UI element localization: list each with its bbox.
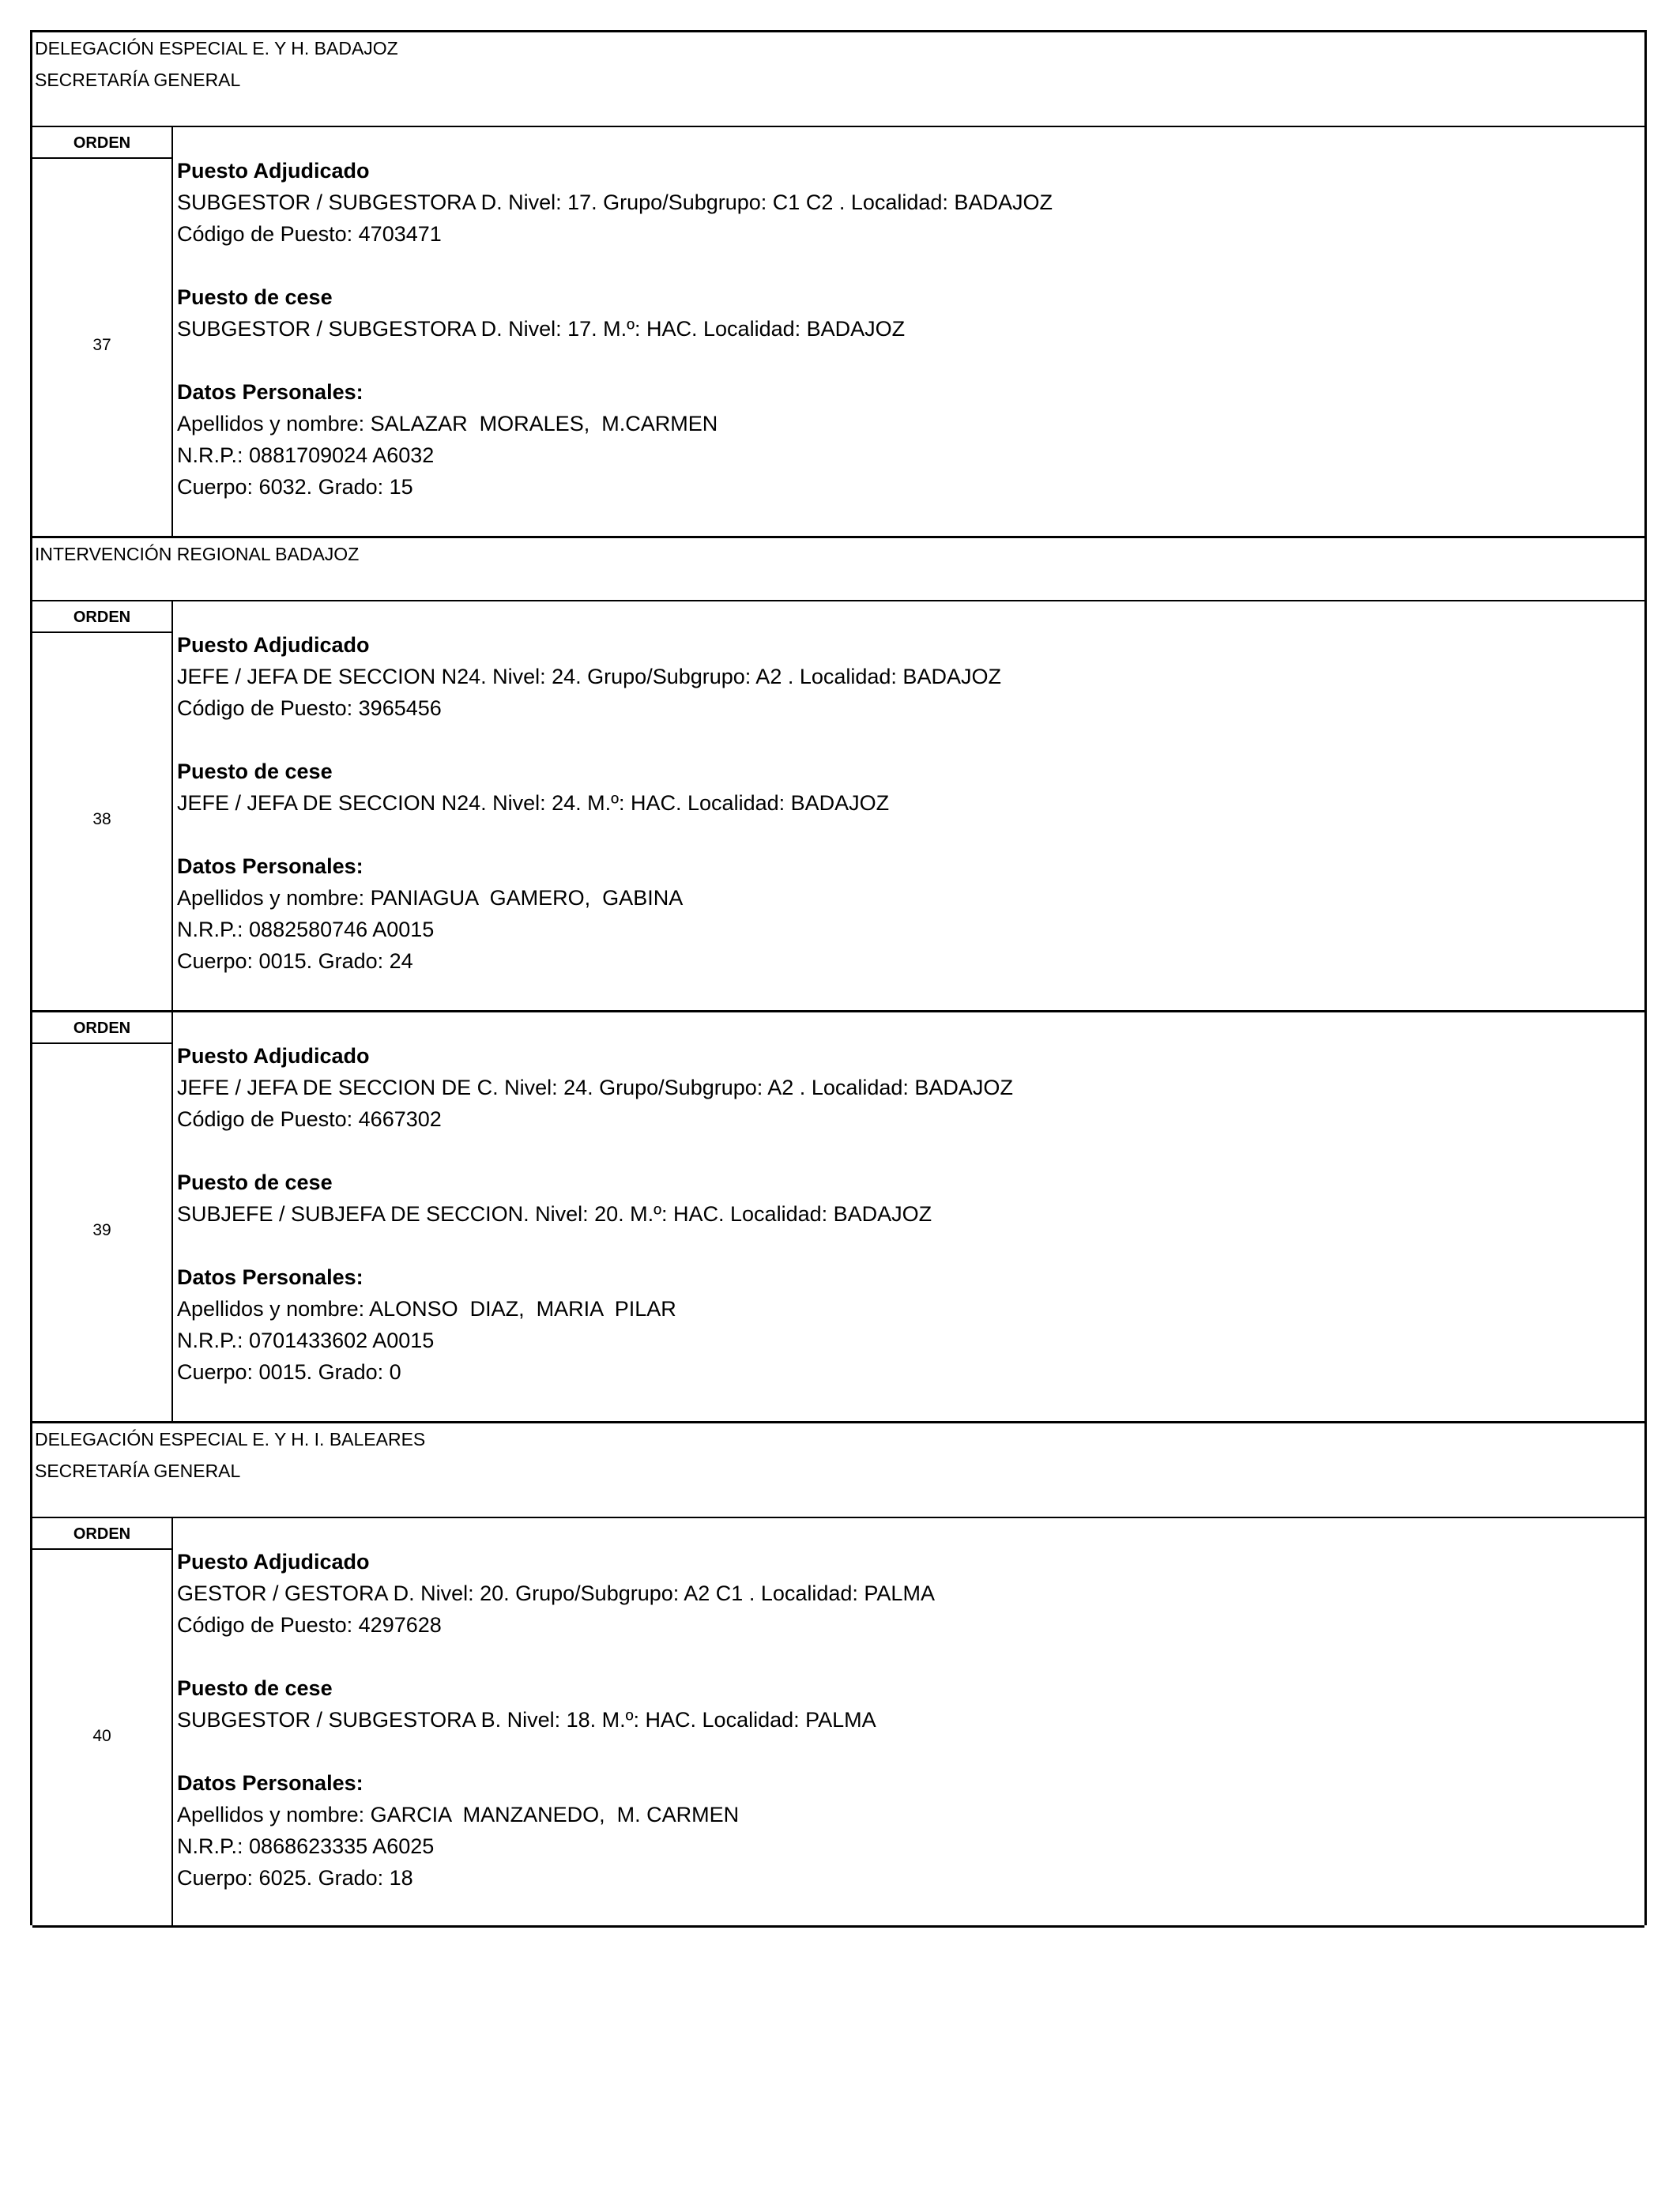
datos-personales-title: Datos Personales: <box>177 854 363 878</box>
document-table <box>30 30 1647 1925</box>
orden-column <box>32 601 173 1010</box>
orden-label: ORDEN <box>32 127 171 159</box>
orden-column <box>32 1012 173 1421</box>
entry-content <box>177 1518 1644 1925</box>
section-header <box>32 32 1644 127</box>
puesto-cese-title: Puesto de cese <box>177 285 333 309</box>
puesto-cese: SUBGESTOR / SUBGESTORA B. Nivel: 18. M.º: HAC. Localidad: PALMA <box>177 1708 876 1732</box>
nrp: N.R.P.: 0868623335 A6025 <box>177 1834 435 1858</box>
entry-row <box>32 1518 1644 1928</box>
apellidos-nombre: Apellidos y nombre: PANIAGUA GAMERO, GABINA <box>177 886 684 910</box>
puesto-cese-title: Puesto de cese <box>177 760 333 783</box>
puesto-cese-title: Puesto de cese <box>177 1171 333 1194</box>
puesto-adjudicado: GESTOR / GESTORA D. Nivel: 20. Grupo/Subgrupo: A2 C1 . Localidad: PALMA <box>177 1581 935 1605</box>
nrp: N.R.P.: 0882580746 A0015 <box>177 918 435 941</box>
puesto-adjudicado-title: Puesto Adjudicado <box>177 633 370 657</box>
puesto-adjudicado-title: Puesto Adjudicado <box>177 159 370 183</box>
puesto-cese-title: Puesto de cese <box>177 1676 333 1700</box>
codigo-puesto: Código de Puesto: 4703471 <box>177 222 442 246</box>
datos-personales-title: Datos Personales: <box>177 380 363 404</box>
entry-content <box>177 127 1644 536</box>
orden-number: 37 <box>92 336 111 354</box>
section-header <box>32 1423 1644 1518</box>
orden-label: ORDEN <box>32 601 171 633</box>
nrp: N.R.P.: 0881709024 A6032 <box>177 443 435 467</box>
datos-personales-title: Datos Personales: <box>177 1265 363 1289</box>
section-header-line: INTERVENCIÓN REGIONAL BADAJOZ <box>35 544 360 564</box>
puesto-adjudicado: JEFE / JEFA DE SECCION N24. Nivel: 24. Grupo/Subgrupo: A2 . Localidad: BADAJOZ <box>177 665 1001 688</box>
entry-row <box>32 601 1644 1012</box>
puesto-cese: JEFE / JEFA DE SECCION N24. Nivel: 24. M.º: HAC. Localidad: BADAJOZ <box>177 791 890 815</box>
cuerpo-grado: Cuerpo: 6032. Grado: 15 <box>177 475 413 499</box>
orden-column <box>32 127 173 536</box>
section-header-line: DELEGACIÓN ESPECIAL E. Y H. BADAJOZ <box>35 38 398 58</box>
puesto-cese: SUBJEFE / SUBJEFA DE SECCION. Nivel: 20. M.º: HAC. Localidad: BADAJOZ <box>177 1202 932 1226</box>
apellidos-nombre: Apellidos y nombre: ALONSO DIAZ, MARIA PILAR <box>177 1297 676 1321</box>
orden-number: 38 <box>92 810 111 828</box>
entry-content <box>177 601 1644 1010</box>
codigo-puesto: Código de Puesto: 4667302 <box>177 1107 442 1131</box>
puesto-adjudicado: SUBGESTOR / SUBGESTORA D. Nivel: 17. Grupo/Subgrupo: C1 C2 . Localidad: BADAJOZ <box>177 190 1053 214</box>
apellidos-nombre: Apellidos y nombre: GARCIA MANZANEDO, M. CARMEN <box>177 1803 740 1826</box>
orden-number: 39 <box>92 1221 111 1239</box>
cuerpo-grado: Cuerpo: 0015. Grado: 0 <box>177 1360 401 1384</box>
section-header <box>32 538 1644 601</box>
puesto-adjudicado-title: Puesto Adjudicado <box>177 1550 370 1574</box>
puesto-cese: SUBGESTOR / SUBGESTORA D. Nivel: 17. M.º: HAC. Localidad: BADAJOZ <box>177 317 906 341</box>
cuerpo-grado: Cuerpo: 6025. Grado: 18 <box>177 1866 413 1890</box>
nrp: N.R.P.: 0701433602 A0015 <box>177 1329 435 1352</box>
entry-content <box>177 1012 1644 1421</box>
apellidos-nombre: Apellidos y nombre: SALAZAR MORALES, M.CARMEN <box>177 412 718 435</box>
orden-number: 40 <box>92 1727 111 1745</box>
puesto-adjudicado-title: Puesto Adjudicado <box>177 1044 370 1068</box>
orden-label: ORDEN <box>32 1518 171 1550</box>
datos-personales-title: Datos Personales: <box>177 1771 363 1795</box>
orden-column <box>32 1518 173 1925</box>
orden-label: ORDEN <box>32 1012 171 1044</box>
entry-row <box>32 1012 1644 1423</box>
cuerpo-grado: Cuerpo: 0015. Grado: 24 <box>177 949 413 973</box>
section-header-line: DELEGACIÓN ESPECIAL E. Y H. I. BALEARES <box>35 1429 426 1449</box>
codigo-puesto: Código de Puesto: 3965456 <box>177 696 442 720</box>
section-header-line: SECRETARÍA GENERAL <box>35 70 241 90</box>
codigo-puesto: Código de Puesto: 4297628 <box>177 1613 442 1637</box>
puesto-adjudicado: JEFE / JEFA DE SECCION DE C. Nivel: 24. Grupo/Subgrupo: A2 . Localidad: BADAJOZ <box>177 1076 1013 1099</box>
section-header-line: SECRETARÍA GENERAL <box>35 1461 241 1481</box>
entry-row <box>32 127 1644 538</box>
